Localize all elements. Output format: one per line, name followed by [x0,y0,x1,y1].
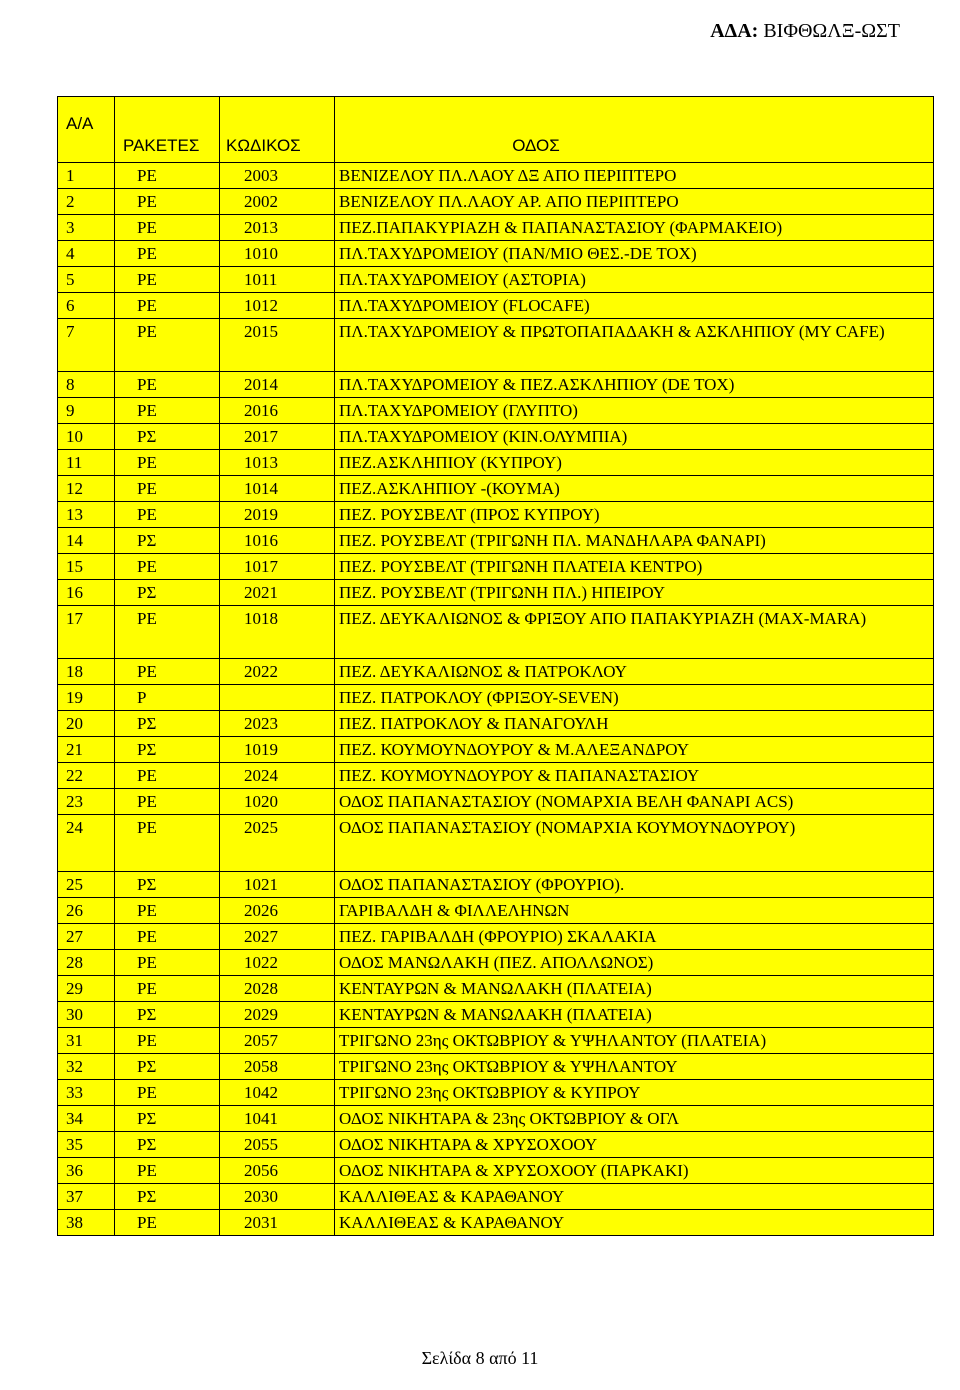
row-code: 1019 [220,737,335,763]
row-packets: ΡΕ [115,976,220,1002]
row-road: ΠΕΖ.ΑΣΚΛΗΠΙΟΥ -(ΚΟΥΜΑ) [335,476,934,502]
row-code: 2014 [220,372,335,398]
table-row [58,737,934,763]
row-road: ΠΛ.ΤΑΧΥΔΡΟΜΕΙΟΥ (ΓΛΥΠΤΟ) [335,398,934,424]
row-code: 2026 [220,898,335,924]
table-row [58,372,934,398]
table-row [58,898,934,924]
row-road: ΠΛ.ΤΑΧΥΔΡΟΜΕΙΟΥ & ΠΡΩΤΟΠΑΠΑΔΑΚΗ & ΑΣΚΛΗΠΙΟΥ (MY CAFE) [335,319,934,372]
row-code: 1022 [220,950,335,976]
row-number: 34 [58,1106,115,1132]
row-code: 1016 [220,528,335,554]
row-packets: ΡΣ [115,1002,220,1028]
table-row [58,976,934,1002]
streets-table [57,96,934,1236]
table-row [58,685,934,711]
row-road: ΠΛ.ΤΑΧΥΔΡΟΜΕΙΟΥ (FLOCAFE) [335,293,934,319]
row-packets: ΡΣ [115,1106,220,1132]
row-packets: ΡΕ [115,267,220,293]
row-road: ΒΕΝΙΖΕΛΟΥ ΠΛ.ΛΑΟΥ ΑΡ. ΑΠΟ ΠΕΡΙΠΤΕΡΟ [335,189,934,215]
row-code: 2031 [220,1210,335,1236]
table-row [58,215,934,241]
row-packets: ΡΣ [115,528,220,554]
row-road: ΠΛ.ΤΑΧΥΔΡΟΜΕΙΟΥ (ΚΙΝ.ΟΛΥΜΠΙΑ) [335,424,934,450]
row-road: ΠΕΖ. ΓΑΡΙΒΑΛΔΗ (ΦΡΟΥΡΙΟ) ΣΚΑΛΑΚΙΑ [335,924,934,950]
table-row [58,950,934,976]
row-code: 2027 [220,924,335,950]
row-road: ΒΕΝΙΖΕΛΟΥ ΠΛ.ΛΑΟΥ ΔΞ ΑΠΟ ΠΕΡΙΠΤΕΡΟ [335,163,934,189]
table-row [58,267,934,293]
table-row [58,398,934,424]
row-code: 1020 [220,789,335,815]
table-row [58,554,934,580]
row-road: ΠΛ.ΤΑΧΥΔΡΟΜΕΙΟΥ (ΠΑΝ/ΜΙΟ ΘΕΣ.-DE TOX) [335,241,934,267]
table-row [58,872,934,898]
row-number: 28 [58,950,115,976]
row-packets: ΡΕ [115,898,220,924]
row-packets: ΡΕ [115,763,220,789]
row-road: ΠΕΖ.ΠΑΠΑΚΥΡΙΑΖΗ & ΠΑΠΑΝΑΣΤΑΣΙΟΥ (ΦΑΡΜΑΚΕΙΟ) [335,215,934,241]
row-code: 2003 [220,163,335,189]
ada-code: ΒΙΦΘΩΛΞ-ΩΣΤ [763,20,900,42]
row-code: 2013 [220,215,335,241]
table-row [58,189,934,215]
row-code: 2028 [220,976,335,1002]
table-row [58,1132,934,1158]
row-code: 1011 [220,267,335,293]
row-packets: ΡΣ [115,711,220,737]
row-road: ΠΕΖ. ΚΟΥΜΟΥΝΔΟΥΡΟΥ & ΠΑΠΑΝΑΣΤΑΣΙΟΥ [335,763,934,789]
row-packets: ΡΕ [115,189,220,215]
row-code: 1021 [220,872,335,898]
row-road: ΓΑΡΙΒΑΛΔΗ & ΦΙΛΛΕΛΗΝΩΝ [335,898,934,924]
row-packets: ΡΣ [115,1054,220,1080]
row-number: 32 [58,1054,115,1080]
row-number: 7 [58,319,115,372]
row-number: 4 [58,241,115,267]
ada-header [710,20,900,43]
row-road: ΤΡΙΓΩΝΟ 23ης ΟΚΤΩΒΡΙΟΥ & ΥΨΗΛΑΝΤΟΥ (ΠΛΑΤΕΙΑ) [335,1028,934,1054]
row-code: 2015 [220,319,335,372]
row-road: ΠΛ.ΤΑΧΥΔΡΟΜΕΙΟΥ (ΑΣΤΟΡΙΑ) [335,267,934,293]
row-code: 2030 [220,1184,335,1210]
row-packets: ΡΕ [115,163,220,189]
table-row [58,1184,934,1210]
row-packets: ΡΕ [115,476,220,502]
table-row [58,1028,934,1054]
row-code: 2055 [220,1132,335,1158]
row-packets: ΡΕ [115,815,220,872]
row-packets: ΡΕ [115,950,220,976]
table-row [58,763,934,789]
row-road: ΚΕΝΤΑΥΡΩΝ & ΜΑΝΩΛΑΚΗ (ΠΛΑΤΕΙΑ) [335,976,934,1002]
page-number: Σελίδα 8 από 11 [421,1348,539,1368]
row-code: 2019 [220,502,335,528]
row-packets: ΡΕ [115,659,220,685]
row-road: ΟΔΟΣ ΜΑΝΩΛΑΚΗ (ΠΕΖ. ΑΠΟΛΛΩΝΟΣ) [335,950,934,976]
table-row [58,502,934,528]
row-number: 20 [58,711,115,737]
row-packets: ΡΕ [115,1028,220,1054]
table-row [58,293,934,319]
table-row [58,319,934,372]
row-code [220,685,335,711]
row-packets: ΡΕ [115,372,220,398]
row-road: ΠΕΖ. ΡΟΥΣΒΕΛΤ (ΤΡΙΓΩΝΗ ΠΛ. ΜΑΝΔΗΛΑΡΑ ΦΑΝΑΡΙ) [335,528,934,554]
row-number: 38 [58,1210,115,1236]
row-packets: ΡΣ [115,872,220,898]
row-road: ΚΑΛΛΙΘΕΑΣ & ΚΑΡΑΘΑΝΟΥ [335,1184,934,1210]
row-code: 2023 [220,711,335,737]
row-packets: ΡΣ [115,737,220,763]
row-code: 2016 [220,398,335,424]
row-packets: ΡΕ [115,502,220,528]
row-road: ΠΕΖ. ΚΟΥΜΟΥΝΔΟΥΡΟΥ & Μ.ΑΛΕΞΑΝΔΡΟΥ [335,737,934,763]
row-code: 2024 [220,763,335,789]
row-number: 18 [58,659,115,685]
table-row [58,450,934,476]
header-road: ΟΔΟΣ [335,97,934,163]
row-packets: ΡΕ [115,319,220,372]
row-road: ΠΕΖ. ΡΟΥΣΒΕΛΤ (ΤΡΙΓΩΝΗ ΠΛΑΤΕΙΑ ΚΕΝΤΡΟ) [335,554,934,580]
row-number: 13 [58,502,115,528]
row-number: 5 [58,267,115,293]
row-number: 8 [58,372,115,398]
row-packets: ΡΕ [115,924,220,950]
row-number: 15 [58,554,115,580]
row-road: ΚΕΝΤΑΥΡΩΝ & ΜΑΝΩΛΑΚΗ (ΠΛΑΤΕΙΑ) [335,1002,934,1028]
row-number: 22 [58,763,115,789]
row-number: 30 [58,1002,115,1028]
table-header-row [58,97,934,163]
table-row [58,1080,934,1106]
table-row [58,476,934,502]
row-road: ΠΕΖ. ΔΕΥΚΑΛΙΩΝΟΣ & ΠΑΤΡΟΚΛΟΥ [335,659,934,685]
row-road: ΟΔΟΣ ΠΑΠΑΝΑΣΤΑΣΙΟΥ (ΦΡΟΥΡΙΟ). [335,872,934,898]
header-packets: ΡΑΚΕΤΕΣ [115,97,220,163]
ada-label: ΑΔΑ: [710,20,759,42]
row-road: ΟΔΟΣ ΝΙΚΗΤΑΡΑ & ΧΡΥΣΟΧΟΟΥ [335,1132,934,1158]
row-number: 10 [58,424,115,450]
row-road: ΠΕΖ. ΠΑΤΡΟΚΛΟΥ (ΦΡΙΞΟΥ-SEVEN) [335,685,934,711]
row-packets: ΡΕ [115,789,220,815]
row-packets: ΡΕ [115,241,220,267]
row-number: 29 [58,976,115,1002]
row-code: 2002 [220,189,335,215]
row-number: 33 [58,1080,115,1106]
row-code: 1042 [220,1080,335,1106]
table-row [58,528,934,554]
table-row [58,815,934,872]
row-road: ΚΑΛΛΙΘΕΑΣ & ΚΑΡΑΘΑΝΟΥ [335,1210,934,1236]
row-packets: ΡΣ [115,424,220,450]
row-code: 1017 [220,554,335,580]
row-code: 1041 [220,1106,335,1132]
row-road: ΟΔΟΣ ΠΑΠΑΝΑΣΤΑΣΙΟΥ (ΝΟΜΑΡΧΙΑ ΒΕΛΗ ΦΑΝΑΡΙ ACS) [335,789,934,815]
row-number: 17 [58,606,115,659]
row-packets: ΡΣ [115,1132,220,1158]
row-number: 9 [58,398,115,424]
row-number: 1 [58,163,115,189]
table-row [58,1158,934,1184]
row-packets: ΡΣ [115,580,220,606]
row-road: ΟΔΟΣ ΠΑΠΑΝΑΣΤΑΣΙΟΥ (ΝΟΜΑΡΧΙΑ ΚΟΥΜΟΥΝΔΟΥΡΟΥ) [335,815,934,872]
row-number: 16 [58,580,115,606]
row-packets: ΡΕ [115,1210,220,1236]
row-number: 2 [58,189,115,215]
row-road: ΟΔΟΣ ΝΙΚΗΤΑΡΑ & 23ης ΟΚΤΩΒΡΙΟΥ & ΟΓΛ [335,1106,934,1132]
row-packets: Ρ [115,685,220,711]
row-number: 25 [58,872,115,898]
row-packets: ΡΕ [115,450,220,476]
row-code: 2022 [220,659,335,685]
row-number: 37 [58,1184,115,1210]
table-row [58,424,934,450]
row-packets: ΡΕ [115,1080,220,1106]
row-number: 3 [58,215,115,241]
row-code: 1010 [220,241,335,267]
row-road: ΤΡΙΓΩΝΟ 23ης ΟΚΤΩΒΡΙΟΥ & ΥΨΗΛΑΝΤΟΥ [335,1054,934,1080]
row-road: ΠΕΖ. ΡΟΥΣΒΕΛΤ (ΠΡΟΣ ΚΥΠΡΟΥ) [335,502,934,528]
table-row [58,241,934,267]
table-row [58,1106,934,1132]
row-number: 11 [58,450,115,476]
row-road: ΠΕΖ. ΔΕΥΚΑΛΙΩΝΟΣ & ΦΡΙΞΟΥ ΑΠΟ ΠΑΠΑΚΥΡΙΑΖΗ (MAX-MARA) [335,606,934,659]
row-number: 31 [58,1028,115,1054]
row-code: 2057 [220,1028,335,1054]
row-number: 6 [58,293,115,319]
row-code: 1013 [220,450,335,476]
row-code: 1012 [220,293,335,319]
header-code: ΚΩΔΙΚΟΣ [220,97,335,163]
row-number: 21 [58,737,115,763]
row-code: 2029 [220,1002,335,1028]
row-code: 1014 [220,476,335,502]
row-packets: ΡΕ [115,1158,220,1184]
table-row [58,1210,934,1236]
table-row [58,580,934,606]
row-code: 2021 [220,580,335,606]
row-number: 14 [58,528,115,554]
row-road: ΠΕΖ. ΠΑΤΡΟΚΛΟΥ & ΠΑΝΑΓΟΥΛΗ [335,711,934,737]
row-road: ΠΕΖ. ΡΟΥΣΒΕΛΤ (ΤΡΙΓΩΝΗ ΠΛ.) ΗΠΕΙΡΟΥ [335,580,934,606]
row-code: 2025 [220,815,335,872]
row-number: 36 [58,1158,115,1184]
row-code: 1018 [220,606,335,659]
row-road: ΟΔΟΣ ΝΙΚΗΤΑΡΑ & ΧΡΥΣΟΧΟΟΥ (ΠΑΡΚΑΚΙ) [335,1158,934,1184]
table-row [58,1054,934,1080]
row-road: ΠΛ.ΤΑΧΥΔΡΟΜΕΙΟΥ & ΠΕΖ.ΑΣΚΛΗΠΙΟΥ (DE TOX) [335,372,934,398]
table-row [58,659,934,685]
row-number: 12 [58,476,115,502]
row-packets: ΡΕ [115,606,220,659]
row-packets: ΡΕ [115,398,220,424]
table-row [58,1002,934,1028]
row-road: ΤΡΙΓΩΝΟ 23ης ΟΚΤΩΒΡΙΟΥ & ΚΥΠΡΟΥ [335,1080,934,1106]
row-road: ΠΕΖ.ΑΣΚΛΗΠΙΟΥ (ΚΥΠΡΟΥ) [335,450,934,476]
row-code: 2056 [220,1158,335,1184]
table-row [58,789,934,815]
row-number: 24 [58,815,115,872]
row-packets: ΡΕ [115,215,220,241]
row-number: 23 [58,789,115,815]
row-packets: ΡΣ [115,1184,220,1210]
table-row [58,711,934,737]
row-packets: ΡΕ [115,293,220,319]
header-aa: Α/Α [58,97,115,163]
row-code: 2017 [220,424,335,450]
row-number: 27 [58,924,115,950]
row-packets: ΡΕ [115,554,220,580]
table-row [58,924,934,950]
row-number: 19 [58,685,115,711]
table-row [58,606,934,659]
table-row [58,163,934,189]
row-number: 26 [58,898,115,924]
row-number: 35 [58,1132,115,1158]
row-code: 2058 [220,1054,335,1080]
